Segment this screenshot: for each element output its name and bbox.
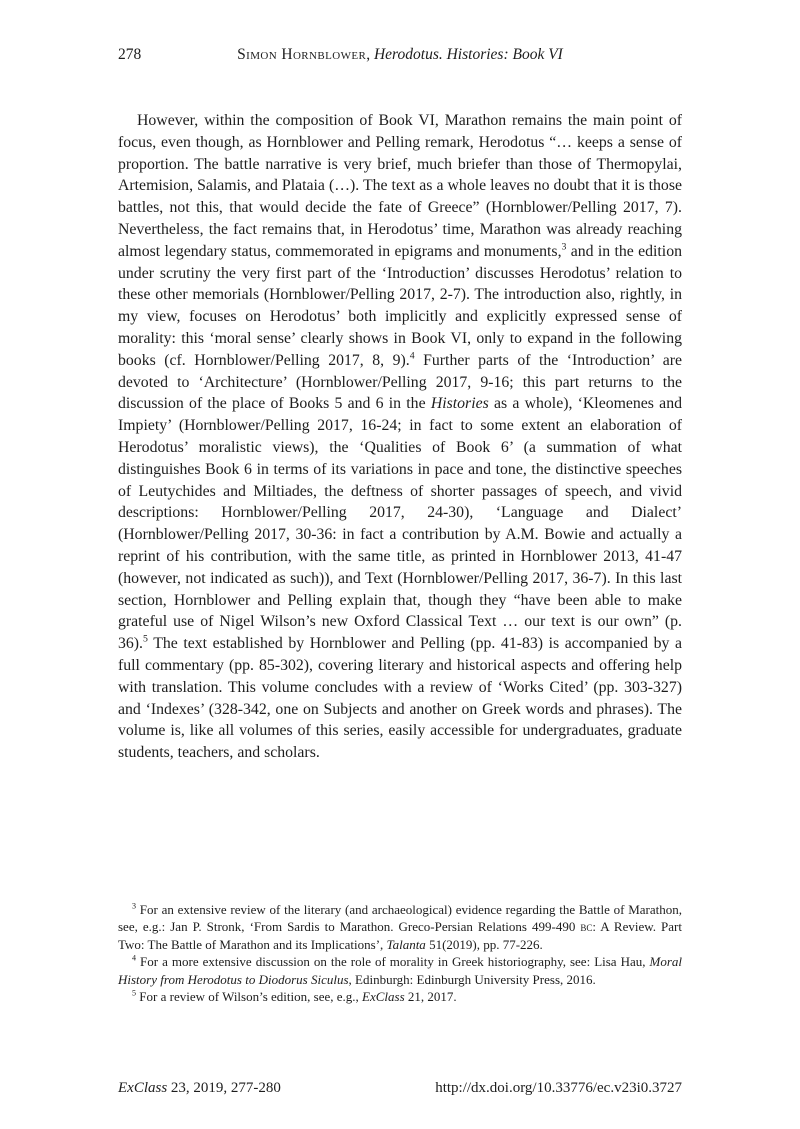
footnotes-section [118, 901, 682, 1005]
journal-citation [118, 1080, 281, 1097]
doi-text: http://dx.doi.org/10.33776/ec.v23i0.3727 [435, 1080, 682, 1096]
running-head [118, 46, 682, 64]
running-head-title: Herodotus. Histories: Book VI [373, 46, 563, 63]
footnote-4: $^4$ For a more extensive discussion on the role of morality in Greek historiography, see: Lisa Hau, Moral History from Herodotus to Diodorus Siculus, Edinburgh: Edinburgh University Press, 2016. [118, 953, 682, 987]
running-head-separator: , [366, 46, 374, 63]
footnote-5: $^5$ For a review of Wilson’s edition, see, e.g., ExClass 21, 2017. [132, 988, 457, 1005]
page-footer [118, 1080, 682, 1097]
running-head-author: Simon Hornblower [237, 46, 367, 63]
footnote-3: $^3$ For an extensive review of the literary (and archaeological) evidence regarding the Battle of Marathon, see, e.g.: Jan P. Stronk, ‘From Sardis to Marathon. Greco-Persian Relations 499-490 bc: A Review. Part Two: The Battle of Marathon and its Implications’, Talanta 51(2019), pp. 77-226. [118, 901, 682, 952]
journal-name: ExClass [118, 1080, 168, 1096]
review-body-paragraph: However, within the composition of Book VI, Marathon remains the main point of focus, even though, as Hornblower and Pelling remark, Herodotus “… keeps a sense of proportion. The battle narrative is very brief, much briefer than those of Thermopylai, Artemision, Salamis, and Plataia (…). The text as a whole leaves no doubt that it is those battles, not this, that would decide the fate of Greece” (Hornblower/Pelling 2017, 7). Nevertheless, the fact remains that, in Herodotus’ time, Marathon was already reaching almost legendary status, commemorated in epigrams and monuments,$^3$ and in the edition under scrutiny the very first part of the ‘Introduction’ discusses Herodotus’ relation to these other memorials (Hornblower/Pelling 2017, 2-7). The introduction also, rightly, in my view, focuses on Herodotus’ both implicitly and explicitly expressed sense of morality: this ‘moral sense’ clearly shows in Book VI, only to expand in the following books (cf. Hornblower/Pelling 2017, 8, 9).$^4$ Further parts of the ‘Introduction’ are devoted to ‘Architecture’ (Hornblower/Pelling 2017, 9-16; this part returns to the discussion of the place of Books 5 and 6 in the Histories as a whole), ‘Kleomenes and Impiety’ (Hornblower/Pelling 2017, 16-24; in fact to some extent an elaboration of Herodotus’ moralistic views), the ‘Qualities of Book 6’ (a summation of what distinguishes Book 6 in terms of its variations in pace and tone, the distinctive speeches of Leutychides and Miltiades, the deftness of shorter passages of speech, and vivid descriptions: Hornblower/Pelling 2017, 24-30), ‘Language and Dialect’ (Hornblower/Pelling 2017, 30-36: in fact a contribution by A.M. Bowie and actually a reprint of his contribution, with the same title, as printed in Hornblower 2013, 41-47 (however, not indicated as such)), and Text (Hornblower/Pelling 2017, 36-7). In this last section, Hornblower and Pelling explain that, though they “have been able to make grateful use of Nigel Wilson’s new Oxford Classical Text … our text is our own” (p. 36).$^5$ The text established by Hornblower and Pelling (pp. 41-83) is accompanied by a full commentary (pp. 85-302), covering literary and historical aspects and offering help with translation. This volume concludes with a review of ‘Works Cited’ (pp. 303-327) and ‘Indexes’ (328-342, one on Subjects and another on Greek words and phrases). The volume is, like all volumes of this series, easily accessible for undergraduates, graduate students, teachers, and scholars. [118, 112, 683, 762]
journal-citation-rest: 23, 2019, 277-280 [167, 1080, 281, 1096]
page-number: 278 [118, 46, 142, 63]
